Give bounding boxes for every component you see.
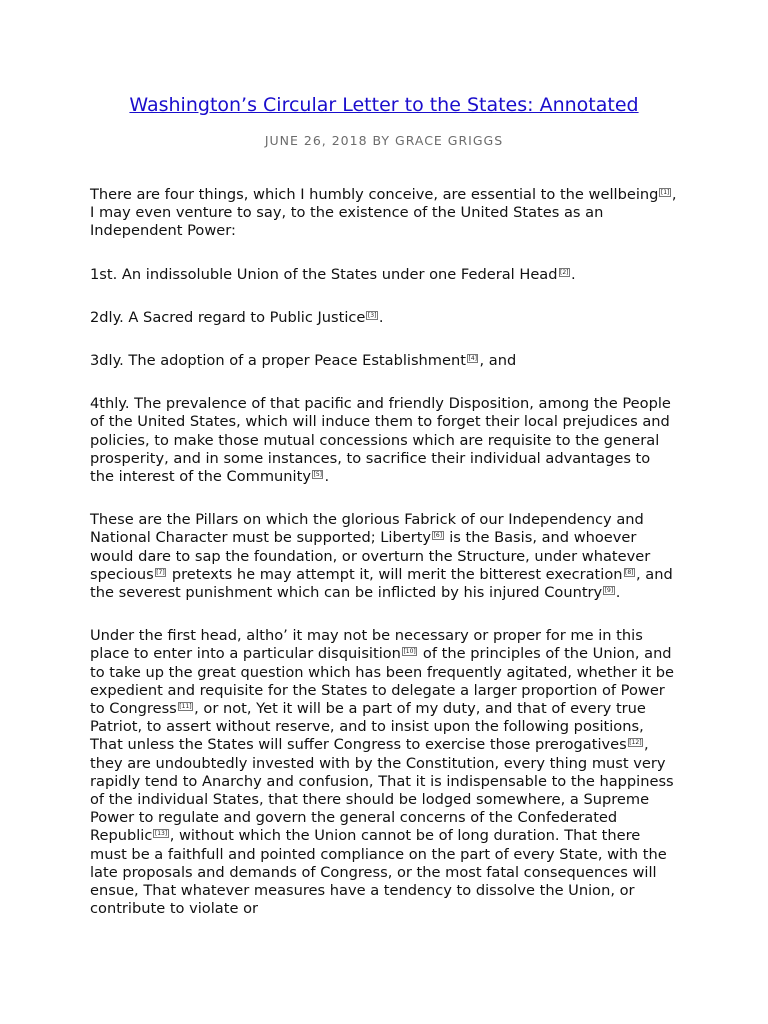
body-paragraph [90,511,678,602]
paragraph-text: . [378,308,384,326]
body-paragraph [90,186,678,241]
footnote-reference-link[interactable]: [3] [367,311,377,319]
body-paragraph [90,395,678,486]
footnote-reference-link[interactable]: [2] [560,268,569,276]
paragraph-text: Under the first head, altho’ it may not be necessary or proper for me in this place to enter into a particular disquisition [90,627,643,663]
paragraph-text: , without which the Union cannot be of long duration. That there must be a faithfull and pointed compliance on the part of every State, with the late proposals and demands of Congress, or the most fatal consequences will ensue, That whatever measures have a tendency to dissolve the Union, or contribute to violate or [90,827,667,918]
footnote-reference-link[interactable]: [7] [156,568,165,576]
footnote-reference-link[interactable]: [4] [468,355,477,363]
paragraph-text: of the principles of the Union, and to take up the great question which has been frequently agitated, whether it be expedient and requisite for the States to delegate a larger proportion of Power to Congress [90,645,675,718]
paragraph-text: 4thly. The prevalence of that pacific and friendly Disposition, among the People of the United States, which will induce them to forget their local prejudices and policies, to make those mutual concessions which are requisite to the general prosperity, and in some instances, to sacrifice their individual advantages to the interest of the Community [90,395,671,486]
footnote-reference-link[interactable]: [9] [604,587,614,595]
paragraph-text: . [324,468,330,486]
footnote-reference-link[interactable]: [1] [660,189,670,196]
paragraph-text: . [615,584,621,602]
footnote-reference-link[interactable]: [8] [625,568,634,576]
paragraph-text: 3dly. The adoption of a proper Peace Establishment [90,352,466,370]
paragraph-text: , I may even venture to say, to the existence of the United States as an Independent Power: [90,186,677,240]
paragraph-text: , or not, Yet it will be a part of my duty, and that of every true Patriot, to assert without reserve, and to insist upon the following positions, That unless the States will suffer Congress to exercise those prerogatives [90,700,646,754]
paragraph-text: . [571,265,576,283]
footnote-reference-link[interactable]: [12] [629,739,642,747]
paragraph-text: 2dly. A Sacred regard to Public Justice [90,308,366,326]
footnote-reference-link[interactable]: [6] [433,532,443,540]
body-paragraph [90,309,678,327]
body-paragraph [90,266,678,284]
article-byline: JUNE 26, 2018 BY GRACE GRIGGS [264,133,504,148]
paragraph-text: There are four things, which I humbly conceive, are essential to the wellbeing [90,186,659,203]
footnote-reference-link[interactable]: [10] [403,648,416,656]
paragraph-text: These are the Pillars on which the glorious Fabrick of our Independency and National Character must be supported; Liberty [90,511,644,547]
article-body [90,186,678,944]
footnote-reference-link[interactable]: [11] [179,703,192,711]
paragraph-text: , and the severest punishment which can be inflicted by his injured Country [90,565,673,602]
body-paragraph [90,627,678,918]
article-title-link[interactable]: Washington’s Circular Letter to the States: Annotated [129,94,639,116]
paragraph-text: is the Basis, and whoever would dare to sap the foundation, or overturn the Structure, under whatever specious [90,529,651,583]
paragraph-text: pretexts he may attempt it, will merit the bitterest execration [167,565,623,583]
paragraph-text: , and [479,352,517,370]
footnote-reference-link[interactable]: [13] [154,830,168,838]
paragraph-text: , they are undoubtedly invested with by the Constitution, every thing must very rapidly tend to Anarchy and confusion, That it is indispensable to the happiness of the individual States, that there should be lodged somewhere, a Supreme Power to regulate and govern the general concerns of the Confederated Republic [90,736,674,845]
article-title [0,92,768,118]
paragraph-text: 1st. An indissoluble Union of the States under one Federal Head [90,265,558,283]
footnote-reference-link[interactable]: [5] [313,471,322,479]
body-paragraph [90,352,678,370]
